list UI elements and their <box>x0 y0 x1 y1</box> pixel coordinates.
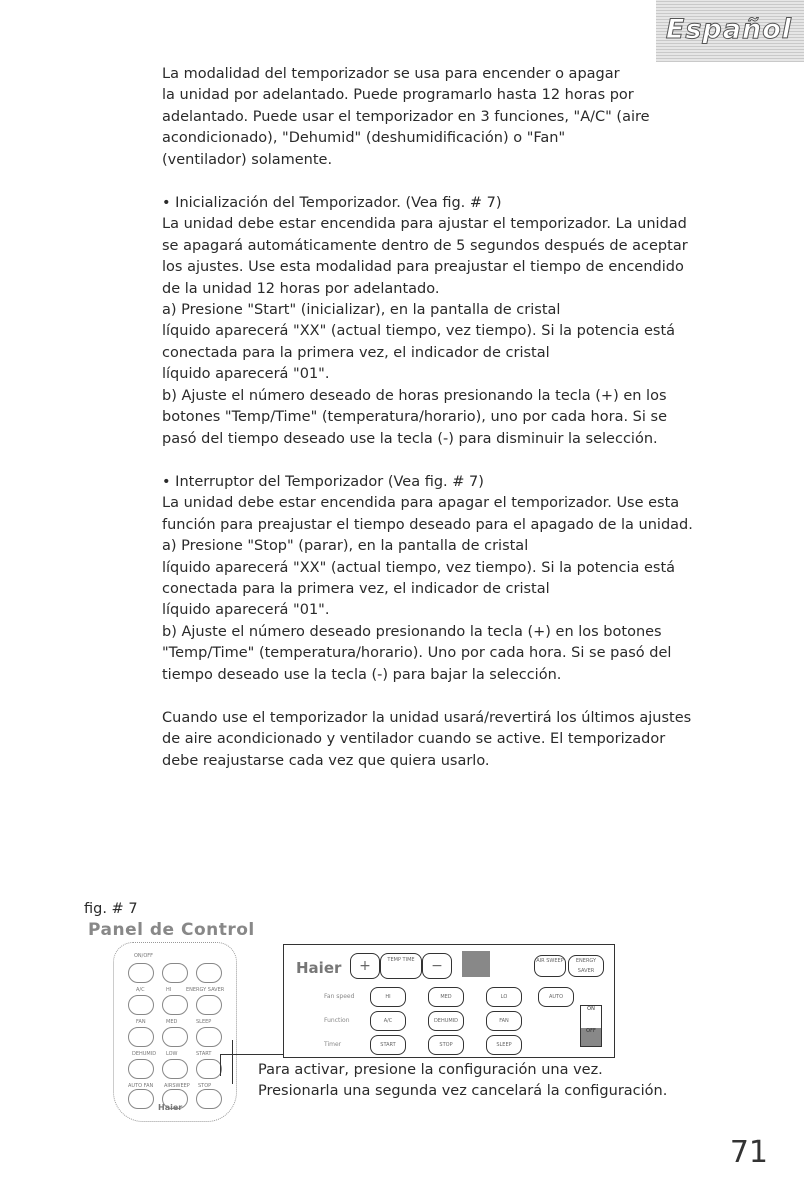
language-tab <box>656 0 804 62</box>
off-label: OFF <box>581 1028 601 1046</box>
remote-button <box>128 1027 154 1047</box>
on-off-switch <box>580 1005 602 1047</box>
air-sweep-button: AIR SWEEP <box>534 955 566 977</box>
minus-button: − <box>422 953 452 979</box>
remote-button <box>128 995 154 1015</box>
remote-label: MED <box>166 1019 178 1025</box>
section1-line: La unidad debe estar encendida para ajustar el temporizador. La unidad <box>162 216 687 233</box>
sleep-button: SLEEP <box>486 1035 522 1055</box>
section1-line: los ajustes. Use esta modalidad para preajustar el tiempo de encendido <box>162 259 684 276</box>
intro-line: la unidad por adelantado. Puede programarlo hasta 12 horas por <box>162 87 634 104</box>
fan-auto-button: AUTO <box>538 987 574 1007</box>
remote-control-illustration <box>113 942 237 1122</box>
connector-line <box>232 1040 233 1084</box>
plus-button: + <box>350 953 380 979</box>
closing-line: de aire acondicionado y ventilador cuando se active. El temporizador <box>162 731 666 748</box>
led-display <box>462 951 490 977</box>
figure-note <box>258 1060 667 1102</box>
remote-button <box>196 1027 222 1047</box>
start-button: START <box>370 1035 406 1055</box>
section2-line: tiempo deseado use la tecla (-) para bajar la selección. <box>162 666 562 683</box>
section1-line: b) Ajuste el número deseado de horas presionando la tecla (+) en los <box>162 387 667 404</box>
closing-line: debe reajustarse cada vez que quiera usarlo. <box>162 752 490 769</box>
stop-button: STOP <box>428 1035 464 1055</box>
remote-brand-logo: Haier <box>158 1103 183 1112</box>
energy-saver-button: ENERGY SAVER <box>568 955 604 977</box>
remote-label: FAN <box>136 1019 146 1025</box>
row-label-function: Function <box>324 1017 350 1024</box>
remote-label: STOP <box>198 1083 212 1089</box>
remote-label: AUTO FAN <box>128 1083 154 1089</box>
remote-button <box>128 1059 154 1079</box>
section2-line: b) Ajuste el número deseado presionando la tecla (+) en los botones <box>162 623 662 640</box>
section2-line: líquido aparecerá "XX" (actual tiempo, vez tiempo). Si la potencia está <box>162 559 676 576</box>
remote-button <box>196 995 222 1015</box>
row-label-fan-speed: Fan speed <box>324 993 355 1000</box>
section1-line: conectada para la primera vez, el indicador de cristal <box>162 344 550 361</box>
row-label-timer: Timer <box>324 1041 342 1048</box>
temp-time-button: TEMP TIME <box>380 953 422 979</box>
connector-line <box>220 1054 221 1076</box>
remote-label: A/C <box>136 987 145 993</box>
section2-line: La unidad debe estar encendida para apagar el temporizador. Use esta <box>162 495 680 512</box>
language-label: Español <box>665 14 792 45</box>
page-number: 71 <box>729 1135 768 1170</box>
remote-button <box>196 963 222 983</box>
section2-line: "Temp/Time" (temperatura/horario). Uno por cada hora. Si se pasó del <box>162 645 672 662</box>
remote-button <box>162 995 188 1015</box>
control-panel-diagram <box>283 944 615 1058</box>
remote-label: ENERGY SAVER <box>186 987 225 993</box>
section1-line: pasó del tiempo deseado use la tecla (-) para disminuir la selección. <box>162 430 658 447</box>
on-label: ON <box>587 1006 595 1012</box>
section1-line: líquido aparecerá "XX" (actual tiempo, vez tiempo). Si la potencia está <box>162 323 676 340</box>
fan-hi-button: HI <box>370 987 406 1007</box>
remote-label: AIRSWEEP <box>164 1083 190 1089</box>
remote-button <box>128 963 154 983</box>
section1-line: de la unidad 12 horas por adelantado. <box>162 280 440 297</box>
intro-line: acondicionado), "Dehumid" (deshumidificación) o "Fan" <box>162 130 566 147</box>
fan-med-button: MED <box>428 987 464 1007</box>
section2-line: a) Presione "Stop" (parar), en la pantalla de cristal <box>162 538 529 555</box>
remote-button <box>196 1059 222 1079</box>
section2-line: • Interruptor del Temporizador (Vea fig. # 7) <box>162 473 484 490</box>
section2-line: función para preajustar el tiempo deseado para el apagado de la unidad. <box>162 516 693 533</box>
remote-button <box>162 1059 188 1079</box>
body-text <box>162 64 742 772</box>
figure-title: Panel de Control <box>88 920 255 940</box>
note-line: Para activar, presione la configuración una vez. <box>258 1062 603 1078</box>
intro-line: La modalidad del temporizador se usa para encender o apagar <box>162 66 620 82</box>
section1-line: a) Presione "Start" (inicializar), en la pantalla de cristal <box>162 302 561 319</box>
remote-button <box>196 1089 222 1109</box>
section2-line: líquido aparecerá "01". <box>162 602 330 619</box>
remote-label: SLEEP <box>196 1019 212 1025</box>
remote-button <box>128 1089 154 1109</box>
panel-brand-logo: Haier <box>296 959 342 977</box>
note-line: Presionarla una segunda vez cancelará la configuración. <box>258 1083 668 1099</box>
remote-label: LOW <box>166 1051 178 1057</box>
intro-line: (ventilador) solamente. <box>162 151 333 168</box>
section1-line: se apagará automáticamente dentro de 5 segundos después de aceptar <box>162 237 688 254</box>
remote-label: START <box>196 1051 212 1057</box>
remote-label: ON/OFF <box>134 953 154 959</box>
connector-line <box>220 1054 284 1055</box>
fan-lo-button: LO <box>486 987 522 1007</box>
fan-button: FAN <box>486 1011 522 1031</box>
ac-button: A/C <box>370 1011 406 1031</box>
section2-line: conectada para la primera vez, el indicador de cristal <box>162 580 550 597</box>
section1-line: botones "Temp/Time" (temperatura/horario), uno por cada hora. Si se <box>162 409 667 426</box>
dehumid-button: DEHUMID <box>428 1011 464 1031</box>
remote-label: HI <box>166 987 172 993</box>
section1-line: líquido aparecerá "01". <box>162 366 330 383</box>
remote-button <box>162 1027 188 1047</box>
closing-line: Cuando use el temporizador la unidad usará/revertirá los últimos ajustes <box>162 709 692 726</box>
remote-label: DEHUMID <box>132 1051 157 1057</box>
remote-button <box>162 963 188 983</box>
intro-line: adelantado. Puede usar el temporizador en 3 funciones, "A/C" (aire <box>162 108 650 125</box>
figure-label: fig. # 7 <box>84 901 138 917</box>
section1-line: • Inicialización del Temporizador. (Vea fig. # 7) <box>162 195 502 212</box>
